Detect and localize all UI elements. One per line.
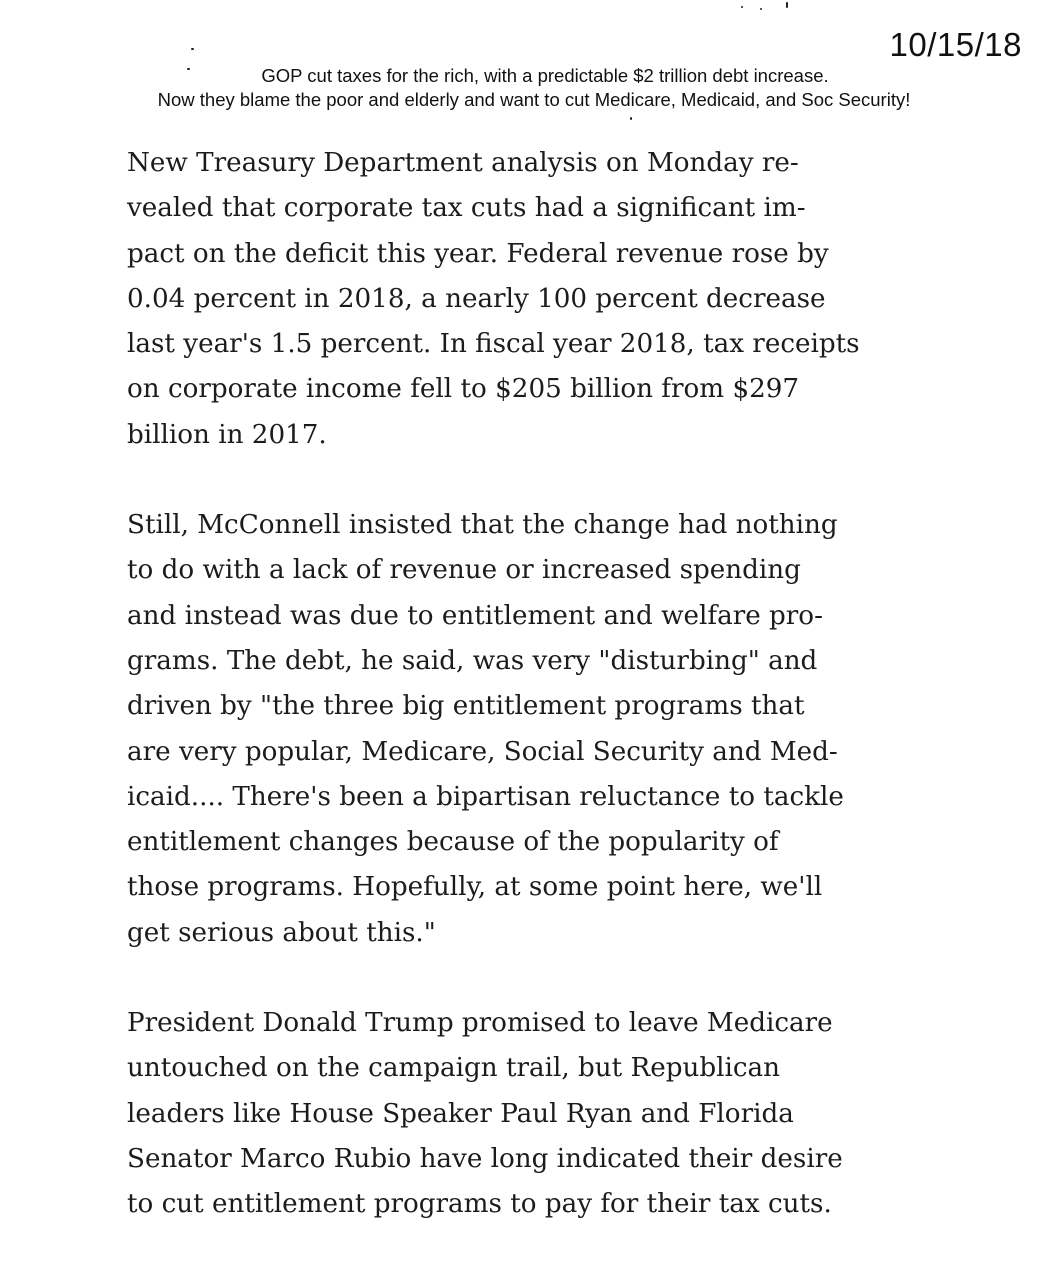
text-line: 0.04 percent in 2018, a nearly 100 percent decrease [127,283,826,314]
text-line: those programs. Hopefully, at some point here, we'll [127,872,823,903]
scan-speck [191,48,194,50]
header-note-line-2: Now they blame the poor and elderly and want to cut Medicare, Medicaid, and Soc Security! [157,89,911,110]
text-line: on corporate income fell to $205 billion from $297 [127,374,800,405]
scan-speck [630,117,632,120]
article-paragraph-3 [127,1001,867,1227]
header-note-line-1: GOP cut taxes for the rich, with a predictable $2 trillion debt increase. [261,65,829,86]
text-line: to cut entitlement programs to pay for their tax cuts. [127,1189,832,1220]
text-line: icaid.... There's been a bipartisan reluctance to tackle [127,781,844,812]
text-line: Senator Marco Rubio have long indicated their desire [127,1143,843,1174]
text-line: and instead was due to entitlement and welfare pro- [127,600,823,631]
scan-speck [786,2,788,8]
text-line: billion in 2017. [127,419,327,450]
text-line: entitlement changes because of the popularity of [127,827,779,858]
article-paragraph-1 [127,141,867,458]
text-line: grams. The debt, he said, was very "disturbing" and [127,645,818,676]
text-line: Still, McConnell insisted that the change had nothing [127,510,838,541]
text-line: untouched on the campaign trail, but Republican [127,1053,781,1084]
text-line: get serious about this." [127,917,436,948]
text-line: last year's 1.5 percent. In fiscal year 2018, tax receipts [127,329,860,360]
header-note [0,64,1050,112]
text-line: to do with a lack of revenue or increased spending [127,555,801,586]
text-line: President Donald Trump promised to leave Medicare [127,1008,833,1039]
text-line: driven by "the three big entitlement programs that [127,691,805,722]
text-line: New Treasury Department analysis on Monday re- [127,148,799,178]
article-excerpt [127,141,867,1273]
date-stamp: 10/15/18 [889,26,1022,63]
text-line: pact on the deficit this year. Federal revenue rose by [127,238,829,269]
text-line: leaders like House Speaker Paul Ryan and Florida [127,1098,794,1129]
scan-speck [741,6,743,8]
text-line: are very popular, Medicare, Social Security and Med- [127,736,838,767]
text-line: vealed that corporate tax cuts had a significant im- [127,193,806,224]
article-paragraph-2 [127,503,867,956]
scan-speck [760,8,762,10]
